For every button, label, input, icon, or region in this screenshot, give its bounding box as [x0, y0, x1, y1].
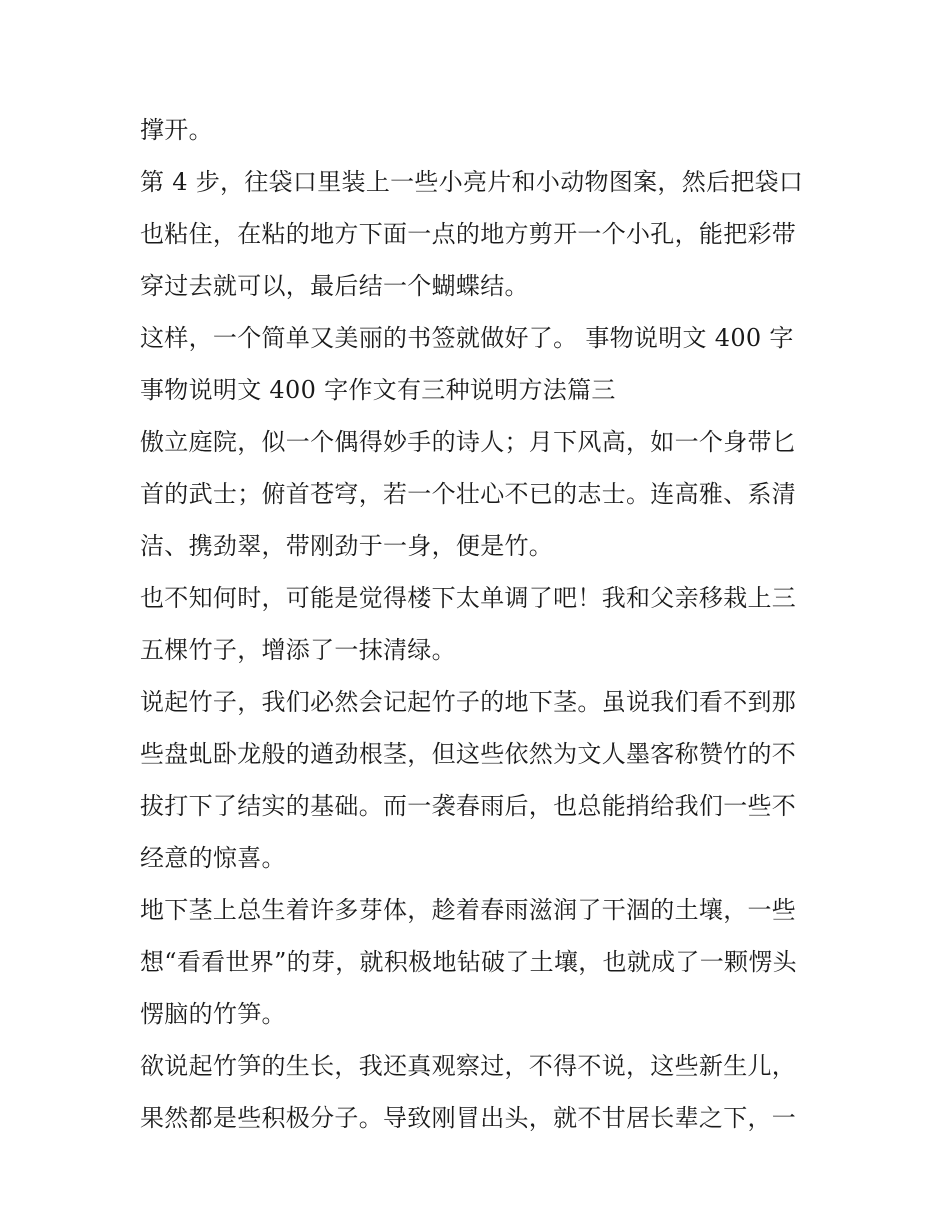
text-line: 傲立庭院，似一个偶得妙手的诗人；月下风高，如一个身带匕 — [140, 428, 797, 456]
text-line: 果然都是些积极分子。导致刚冒出头，就不甘居长辈之下，一 — [140, 1104, 797, 1132]
text-line: 愣脑的竹笋。 — [140, 1000, 286, 1028]
text-line: 想“看看世界”的芽，就积极地钻破了土壤，也就成了一颗愣头 — [140, 948, 797, 976]
text-line: 拔打下了结实的基础。而一袭春雨后，也总能捎给我们一些不 — [140, 792, 797, 820]
text-line: 撑开。 — [140, 116, 213, 144]
document-body — [140, 104, 820, 1144]
text-line: 首的武士；俯首苍穹，若一个壮心不已的志士。连高雅、系清 — [140, 480, 797, 508]
text-line: 地下茎上总生着许多芽体，趁着春雨滋润了干涸的土壤，一些 — [140, 896, 797, 924]
text-line: 这样，一个简单又美丽的书签就做好了。 事物说明文 400 字 — [140, 324, 794, 352]
text-line: 经意的惊喜。 — [140, 844, 286, 872]
text-line: 也粘住，在粘的地方下面一点的地方剪开一个小孔，能把彩带 — [140, 220, 797, 248]
text-line: 欲说起竹笋的生长，我还真观察过，不得不说，这些新生儿， — [140, 1052, 797, 1080]
section-heading: 事物说明文 400 字作文有三种说明方法篇三 — [140, 376, 616, 404]
text-line: 说起竹子，我们必然会记起竹子的地下茎。虽说我们看不到那 — [140, 688, 797, 716]
text-line: 也不知何时，可能是觉得楼下太单调了吧！我和父亲移栽上三 — [140, 584, 797, 612]
text-line: 第 4 步，往袋口里装上一些小亮片和小动物图案，然后把袋口 — [140, 168, 804, 196]
text-line: 五棵竹子，增添了一抹清绿。 — [140, 636, 456, 664]
text-line: 洁、携劲翠，带刚劲于一身，便是竹。 — [140, 532, 554, 560]
text-line: 穿过去就可以，最后结一个蝴蝶结。 — [140, 272, 529, 300]
text-line: 些盘虬卧龙般的遒劲根茎，但这些依然为文人墨客称赞竹的不 — [140, 740, 797, 768]
